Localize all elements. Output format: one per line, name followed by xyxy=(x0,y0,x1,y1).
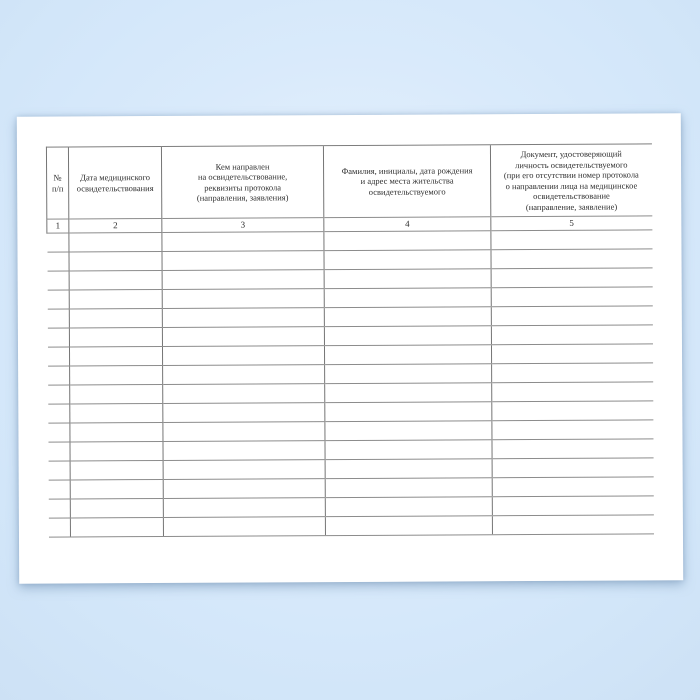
empty-cell xyxy=(325,440,492,460)
empty-cell xyxy=(162,308,324,328)
empty-cell xyxy=(70,365,163,384)
empty-cell xyxy=(70,441,163,460)
empty-cell xyxy=(48,366,70,385)
empty-cell xyxy=(325,478,492,498)
empty-cell xyxy=(70,403,163,422)
header-line: Дата медицинского xyxy=(80,172,151,183)
empty-cell xyxy=(163,403,325,423)
header-line: личность освидетельствуемого xyxy=(515,159,628,170)
table-row xyxy=(48,515,653,537)
empty-cell xyxy=(162,289,324,309)
empty-cell xyxy=(324,345,491,365)
empty-cell xyxy=(69,270,162,289)
header-line: № xyxy=(53,172,62,183)
journal-page xyxy=(17,113,683,583)
empty-cell xyxy=(47,233,69,252)
empty-cell xyxy=(162,251,324,271)
empty-cell xyxy=(47,309,69,328)
empty-cell xyxy=(163,517,325,537)
empty-cell xyxy=(69,232,162,251)
empty-cell xyxy=(163,384,325,404)
header-line: освидетельствования xyxy=(76,182,154,193)
header-line: п/п xyxy=(51,182,64,194)
empty-cell xyxy=(48,442,70,461)
empty-cell xyxy=(492,420,653,440)
header-line: (направление, заявление) xyxy=(525,201,618,212)
empty-cell xyxy=(48,423,70,442)
header-line: Фамилия, инициалы, дата рождения xyxy=(341,165,473,176)
empty-cell xyxy=(70,517,163,536)
empty-cell xyxy=(163,422,325,442)
header-line: (при его отсутствии номер протокола xyxy=(503,169,639,181)
empty-cell xyxy=(70,498,163,517)
registration-table xyxy=(46,143,654,537)
empty-cell xyxy=(48,499,70,518)
header-line: (направления, заявления) xyxy=(196,192,289,203)
empty-cell xyxy=(491,325,652,345)
empty-cell xyxy=(163,479,325,499)
empty-cell xyxy=(47,347,69,366)
column-number: 1 xyxy=(47,219,69,233)
empty-cell xyxy=(324,307,491,327)
header-line: на освидетельствование, xyxy=(197,171,288,182)
empty-cell xyxy=(162,346,324,366)
empty-cell xyxy=(325,364,492,384)
empty-cell xyxy=(325,497,492,517)
empty-cell xyxy=(70,422,163,441)
empty-cell xyxy=(163,460,325,480)
empty-cell xyxy=(324,231,491,251)
empty-cell xyxy=(324,250,491,270)
empty-cell xyxy=(48,385,70,404)
empty-cell xyxy=(325,383,492,403)
empty-cell xyxy=(491,287,652,307)
empty-cell xyxy=(163,498,325,518)
empty-cell xyxy=(47,271,69,290)
empty-cell xyxy=(69,308,162,327)
empty-cell xyxy=(492,515,653,535)
empty-cell xyxy=(162,327,324,347)
empty-cell xyxy=(491,230,652,250)
empty-cell xyxy=(492,477,653,497)
header-line: реквизиты протокола xyxy=(204,181,282,193)
empty-cell xyxy=(492,439,653,459)
column-number: 5 xyxy=(491,216,652,231)
empty-cell xyxy=(324,269,491,289)
empty-cell xyxy=(70,384,163,403)
empty-cell xyxy=(325,516,492,536)
table-body xyxy=(47,230,654,537)
header-line: Кем направлен xyxy=(215,160,270,172)
empty-cell xyxy=(492,363,653,383)
header-line: Документ, удостоверяющий xyxy=(520,148,622,160)
empty-cell xyxy=(48,461,70,480)
empty-cell xyxy=(47,328,69,347)
header-line: освидетельствование xyxy=(533,190,610,202)
col-header-row-number xyxy=(46,147,68,219)
empty-cell xyxy=(491,268,652,288)
empty-cell xyxy=(325,459,492,479)
empty-cell xyxy=(491,306,652,326)
header-row xyxy=(46,144,651,219)
empty-cell xyxy=(491,344,652,364)
header-line: освидетельствуемого xyxy=(368,186,446,197)
empty-cell xyxy=(162,232,324,252)
col-header-referred-by xyxy=(161,146,323,219)
empty-cell xyxy=(69,327,162,346)
empty-cell xyxy=(162,270,324,290)
empty-cell xyxy=(163,365,325,385)
empty-cell xyxy=(492,401,653,421)
empty-cell xyxy=(325,402,492,422)
empty-cell xyxy=(69,289,162,308)
empty-cell xyxy=(69,346,162,365)
empty-cell xyxy=(324,288,491,308)
col-header-identity-document xyxy=(490,144,651,217)
header-line: и адрес места жительства xyxy=(360,175,454,187)
empty-cell xyxy=(47,252,69,271)
empty-cell xyxy=(492,458,653,478)
col-header-person-details xyxy=(323,145,490,218)
empty-cell xyxy=(48,404,70,423)
empty-cell xyxy=(491,249,652,269)
empty-cell xyxy=(492,496,653,516)
empty-cell xyxy=(70,460,163,479)
empty-cell xyxy=(325,421,492,441)
column-number: 4 xyxy=(324,217,491,232)
empty-cell xyxy=(48,480,70,499)
empty-cell xyxy=(69,251,162,270)
col-header-exam-date xyxy=(68,146,161,218)
header-line: о направлении лица на медицинское xyxy=(505,179,638,191)
column-number: 2 xyxy=(69,218,162,232)
empty-cell xyxy=(163,441,325,461)
column-number: 3 xyxy=(162,218,324,233)
empty-cell xyxy=(48,518,70,537)
empty-cell xyxy=(492,382,653,402)
empty-cell xyxy=(70,479,163,498)
empty-cell xyxy=(47,290,69,309)
empty-cell xyxy=(324,326,491,346)
